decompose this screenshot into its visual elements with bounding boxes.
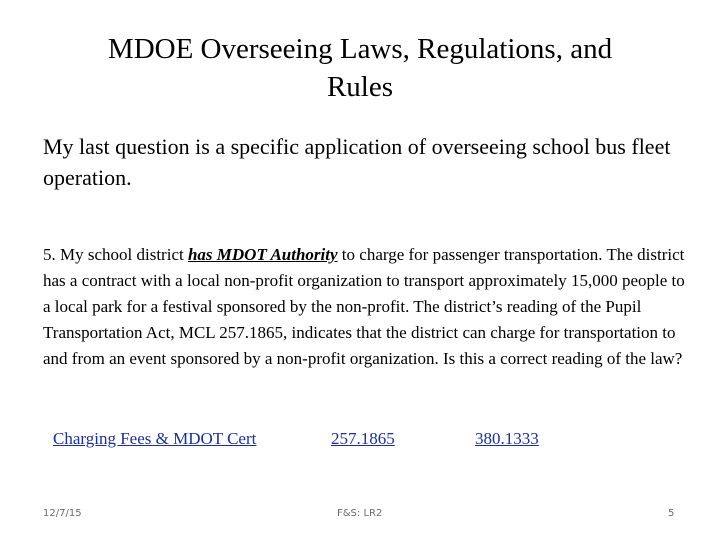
question-body: to charge for passenger transportation. The district has a contract with a local non-profit organization to transport approximately 15,000 people to a local park for a festival sponsored by the non-profit. The district’s reading of the Pupil Transportation Act, MCL 257.1865, indicates that the district can charge for transportation to and from an event sponsored by a non-profit organization. Is this a correct reading of the law? — [43, 245, 685, 368]
intro-paragraph: My last question is a specific application of overseeing school bus fleet operation. — [43, 134, 671, 190]
charging-fees-link[interactable]: Charging Fees & MDOT Cert — [53, 429, 257, 448]
question-emphasis: has MDOT Authority — [187, 245, 338, 264]
footer-label: F&S: LR2 — [337, 508, 383, 519]
slide-title — [60, 30, 660, 106]
mcl-257-1865-link[interactable]: 257.1865 — [331, 429, 395, 448]
question-prefix: 5. My school district — [43, 245, 188, 264]
slide-title-line-1: MDOE Overseeing Laws, Regulations, and — [107, 33, 613, 65]
footer-date: 12/7/15 — [43, 508, 82, 519]
slide-number: 5 — [668, 508, 675, 519]
question-paragraph — [43, 242, 693, 372]
slide-title-line-2: Rules — [326, 71, 394, 103]
mcl-380-1333-link[interactable]: 380.1333 — [475, 429, 539, 448]
